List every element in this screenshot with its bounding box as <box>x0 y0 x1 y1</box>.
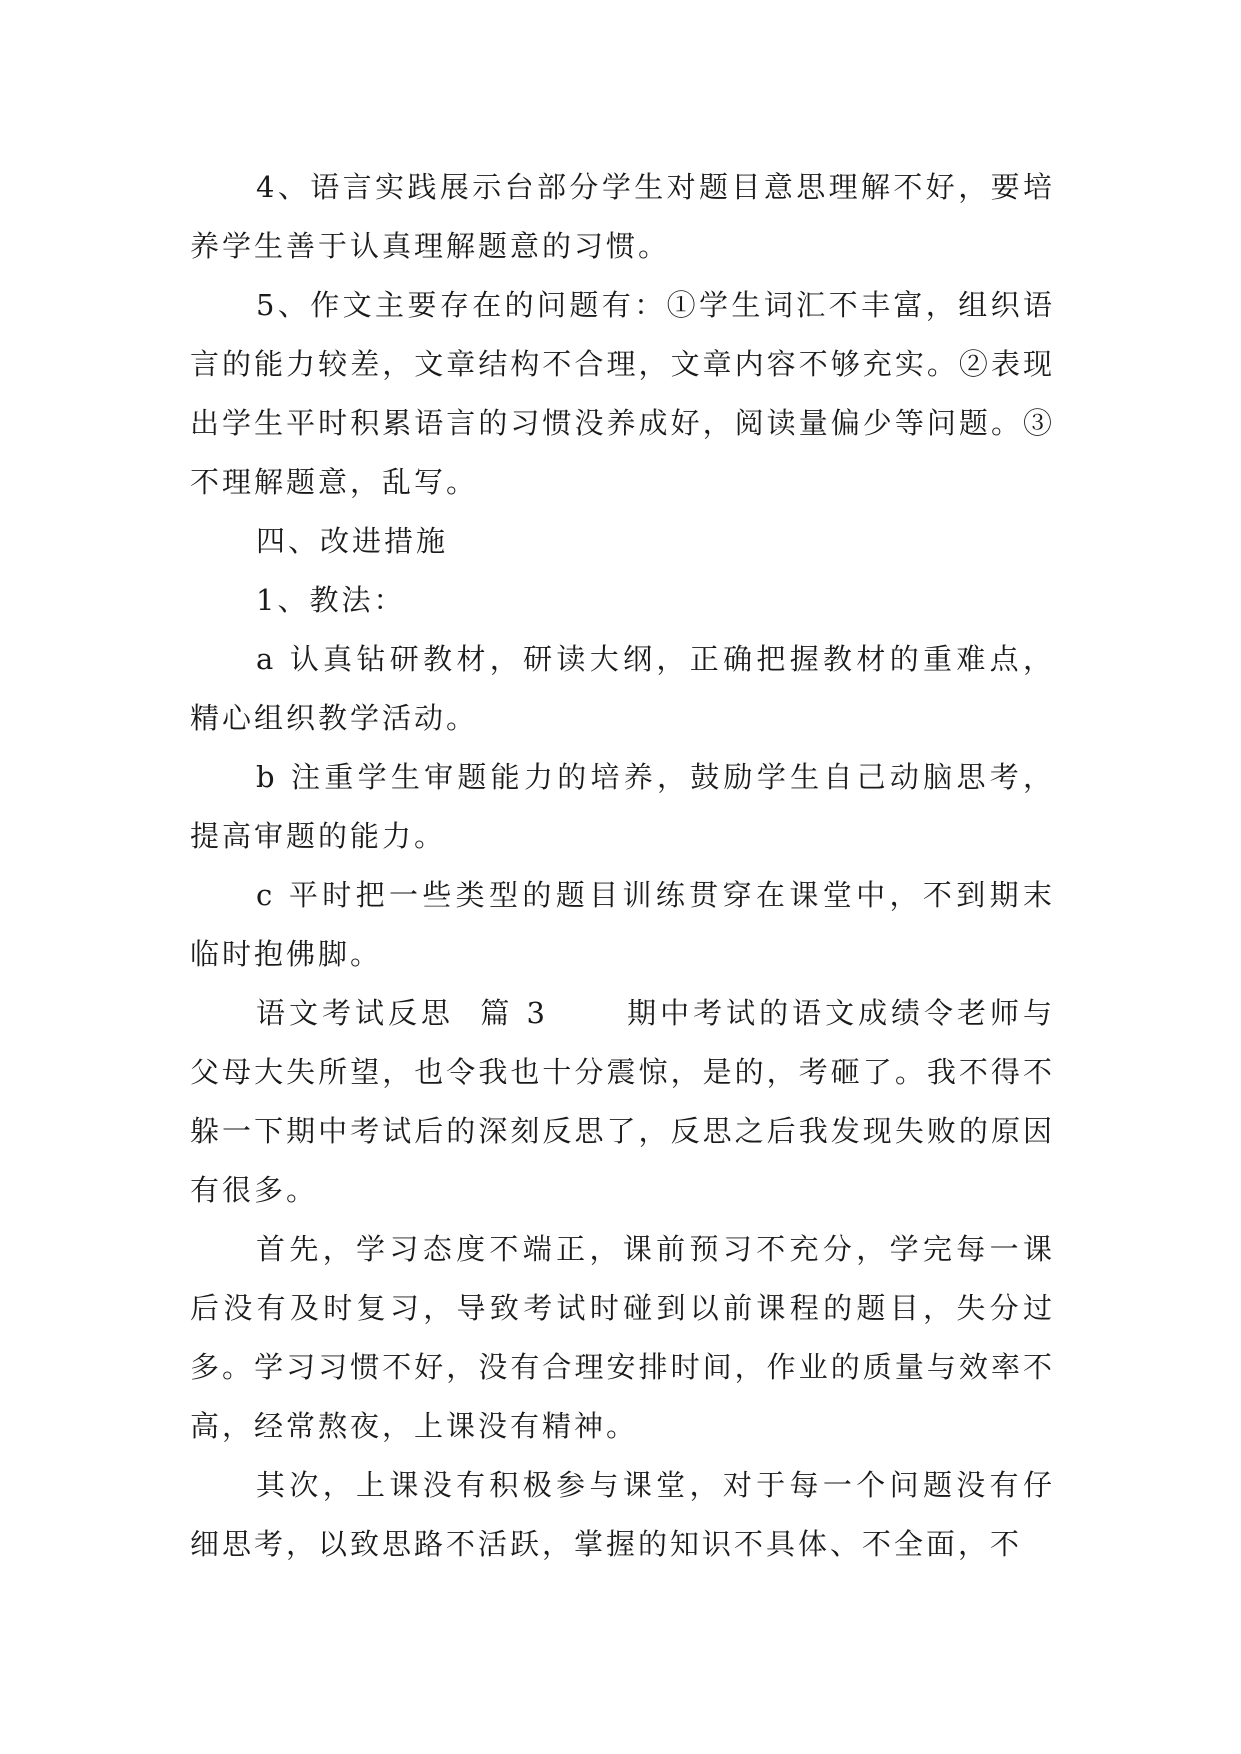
paragraph-item-5: 5、作文主要存在的问题有：①学生词汇不丰富，组织语言的能力较差，文章结构不合理，文章内容不够充实。②表现出学生平时积累语言的习惯没养成好，阅读量偏少等问题。③不理解题意，乱写。 <box>190 288 1055 499</box>
paragraph-reflection-intro: 语文考试反思 篇 3 期中考试的语文成绩令老师与父母大失所望，也令我也十分震惊，是的，考砸了。我不得不躲一下期中考试后的深刻反思了，反思之后我发现失败的原因有很多。 <box>190 996 1055 1207</box>
paragraph-item-4: 4、语言实践展示台部分学生对题目意思理解不好，要培养学生善于认真理解题意的习惯。 <box>190 170 1055 263</box>
document-body <box>190 158 1055 1574</box>
paragraph-item-b: b 注重学生审题能力的培养，鼓励学生自己动脑思考，提高审题的能力。 <box>190 760 1055 853</box>
paragraph-item-c: c 平时把一些类型的题目训练贯穿在课堂中，不到期末临时抱佛脚。 <box>190 878 1055 971</box>
section-heading-improvements: 四、改进措施 <box>256 524 449 558</box>
paragraph-item-a: a 认真钻研教材，研读大纲，正确把握教材的重难点，精心组织教学活动。 <box>190 642 1055 735</box>
subheading-teaching-method: 1、教法： <box>256 583 406 617</box>
paragraph-second-reason: 其次，上课没有积极参与课堂，对于每一个问题没有仔细思考，以致思路不活跃，掌握的知识不具体、不全面，不 <box>190 1468 1055 1561</box>
paragraph-first-reason: 首先，学习态度不端正，课前预习不充分，学完每一课后没有及时复习，导致考试时碰到以前课程的题目，失分过多。学习习惯不好，没有合理安排时间，作业的质量与效率不高，经常熬夜，上课没有精神。 <box>190 1232 1055 1443</box>
